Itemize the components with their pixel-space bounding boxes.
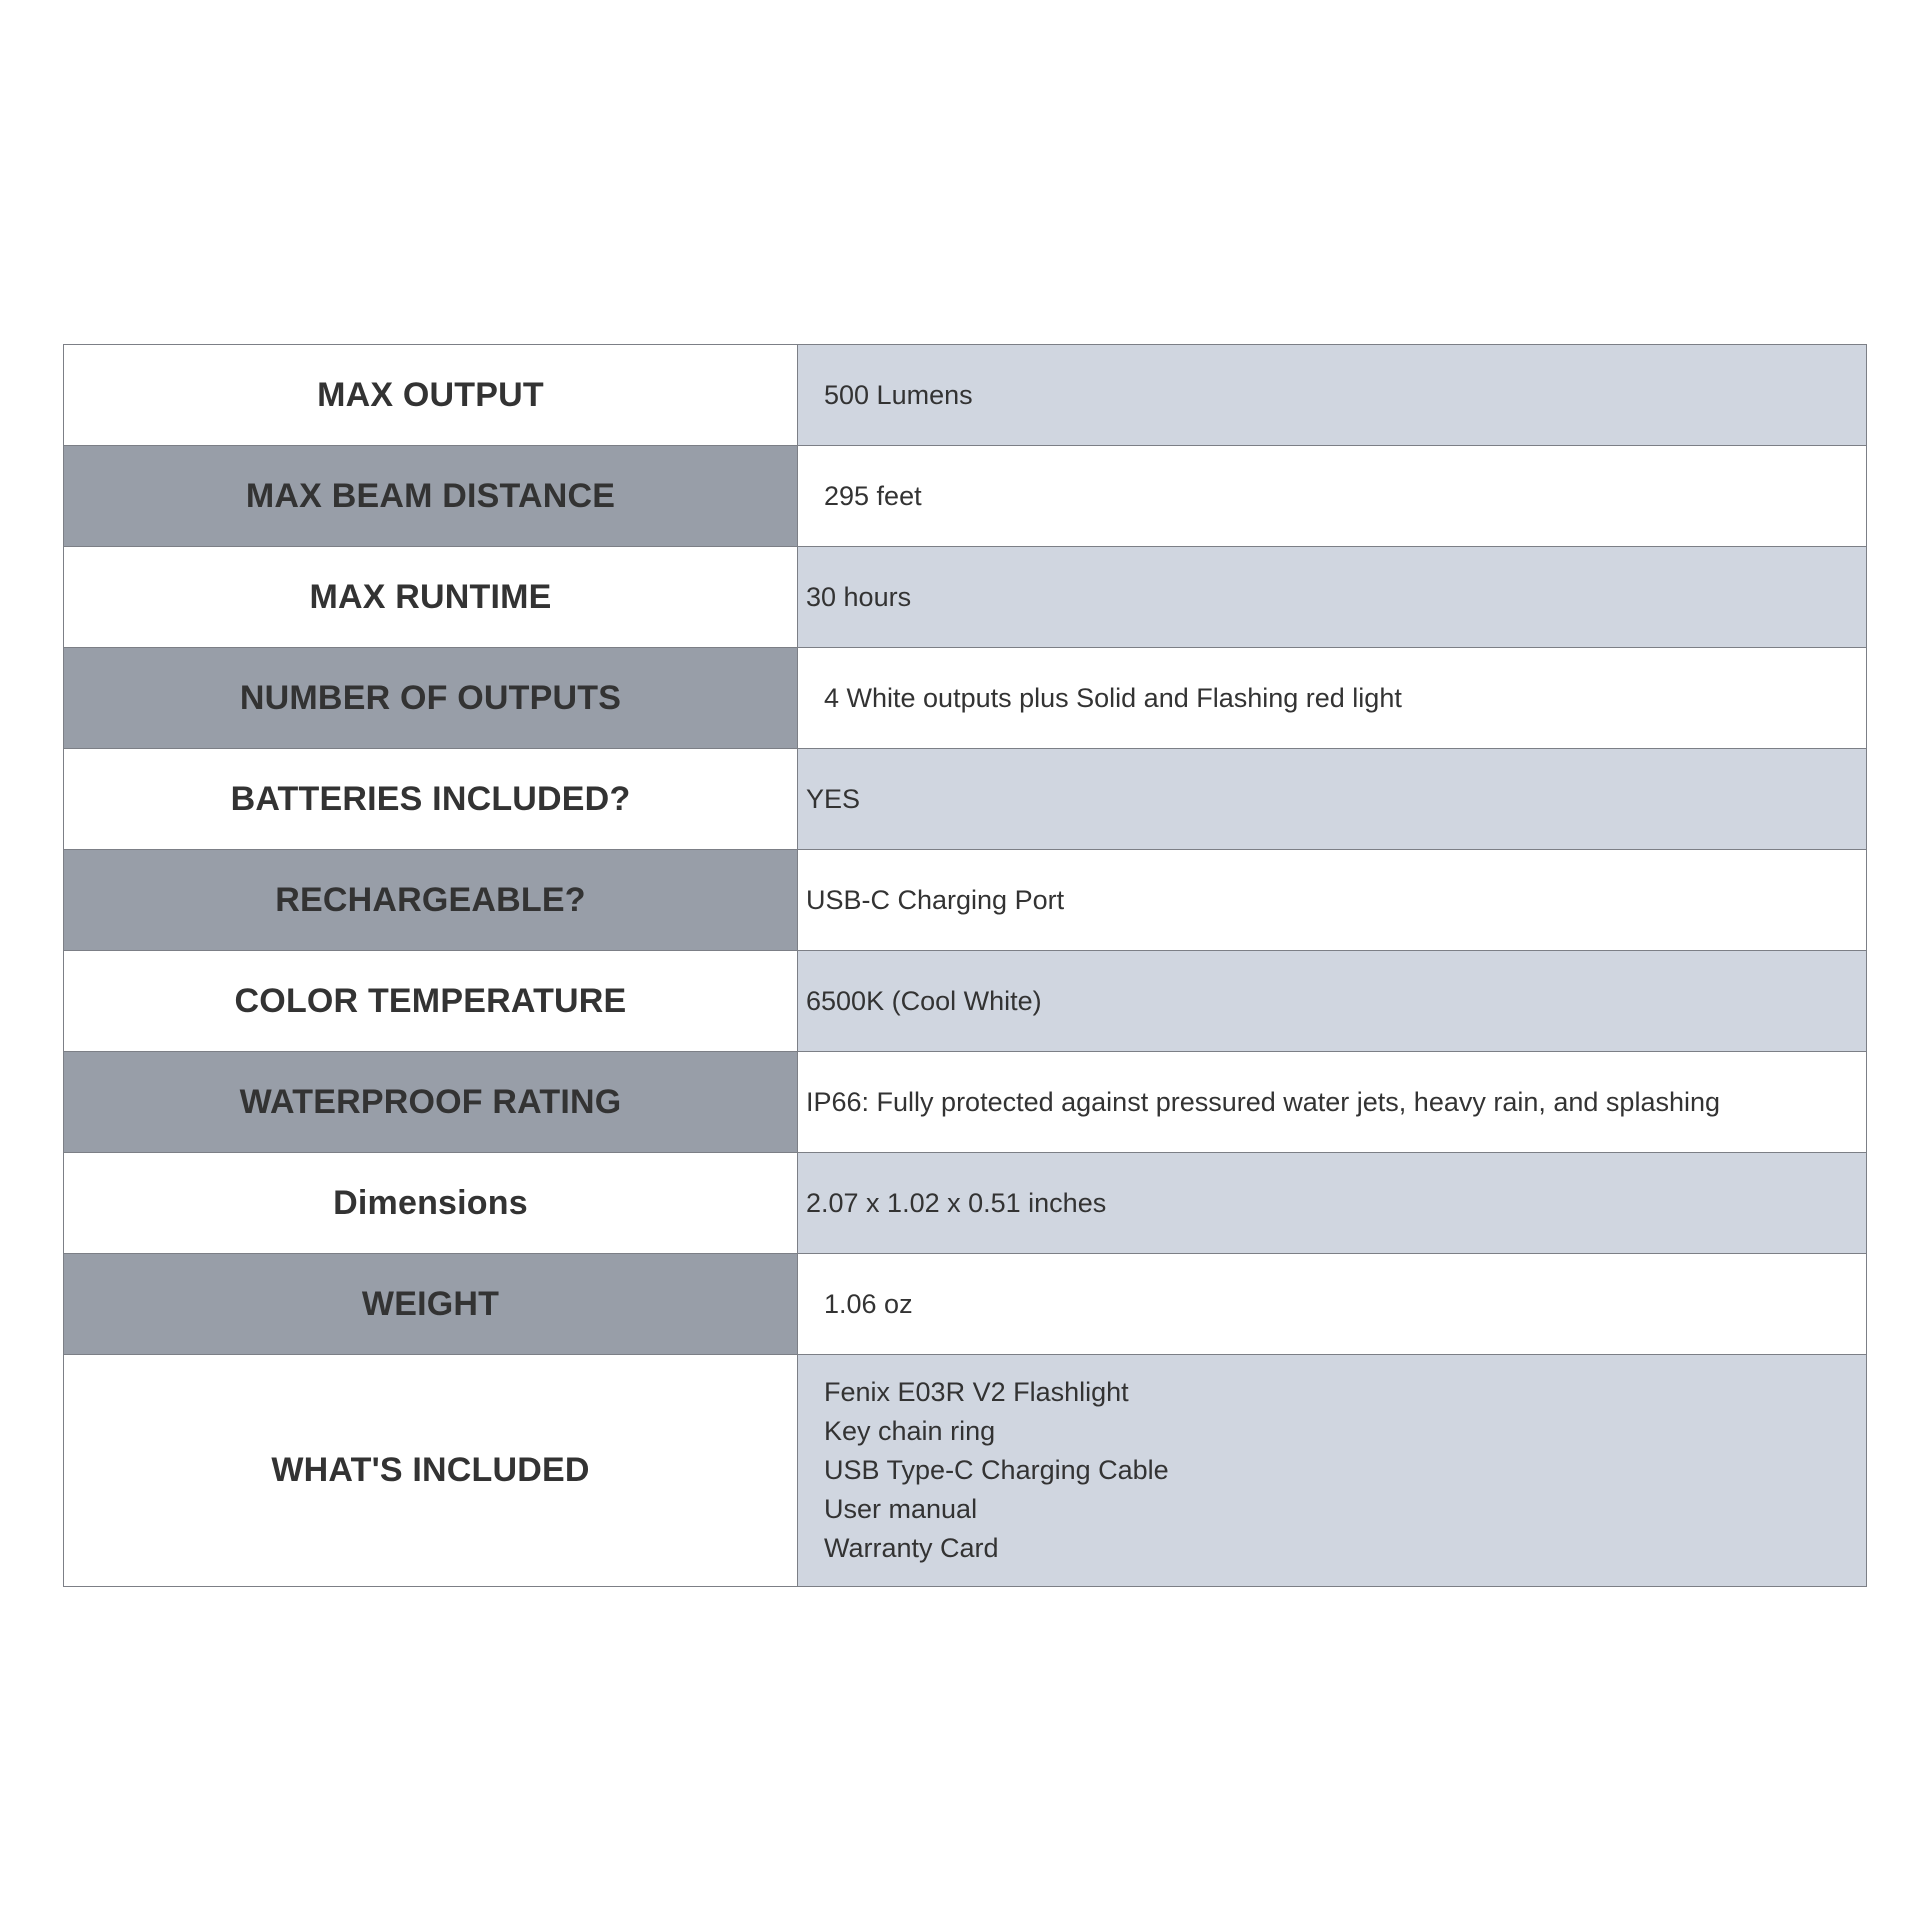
spec-row-color-temperature — [64, 951, 1866, 1052]
list-item: User manual — [824, 1494, 978, 1524]
spec-label: RECHARGEABLE? — [64, 850, 798, 950]
list-item: Warranty Card — [824, 1533, 999, 1563]
included-items — [798, 1355, 1866, 1586]
spec-row-waterproof-rating — [64, 1052, 1866, 1153]
spec-label: MAX RUNTIME — [64, 547, 798, 647]
spec-label: NUMBER OF OUTPUTS — [64, 648, 798, 748]
spec-value: 500 Lumens — [798, 345, 1866, 445]
spec-row-batteries-included — [64, 749, 1866, 850]
spec-row-weight — [64, 1254, 1866, 1355]
spec-row-rechargeable — [64, 850, 1866, 951]
spec-value: 2.07 x 1.02 x 0.51 inches — [798, 1153, 1866, 1253]
spec-label: WEIGHT — [64, 1254, 798, 1354]
spec-table — [63, 344, 1867, 1587]
spec-row-max-output — [64, 345, 1866, 446]
spec-value: IP66: Fully protected against pressured water jets, heavy rain, and splashing — [798, 1052, 1866, 1152]
spec-label: WHAT'S INCLUDED — [64, 1355, 798, 1586]
spec-label: COLOR TEMPERATURE — [64, 951, 798, 1051]
spec-label: Dimensions — [64, 1153, 798, 1253]
spec-value: 4 White outputs plus Solid and Flashing red light — [798, 648, 1866, 748]
spec-label: MAX BEAM DISTANCE — [64, 446, 798, 546]
spec-value: 1.06 oz — [798, 1254, 1866, 1354]
spec-value: 30 hours — [798, 547, 1866, 647]
spec-value: 295 feet — [798, 446, 1866, 546]
spec-label: MAX OUTPUT — [64, 345, 798, 445]
spec-row-dimensions — [64, 1153, 1866, 1254]
spec-label: BATTERIES INCLUDED? — [64, 749, 798, 849]
spec-row-max-runtime — [64, 547, 1866, 648]
spec-row-whats-included — [64, 1355, 1866, 1586]
spec-value: USB-C Charging Port — [798, 850, 1866, 950]
spec-value: YES — [798, 749, 1866, 849]
spec-row-max-beam-distance — [64, 446, 1866, 547]
list-item: Key chain ring — [824, 1416, 996, 1446]
list-item: USB Type-C Charging Cable — [824, 1455, 1169, 1485]
included-list — [824, 1373, 1169, 1568]
spec-value: 6500K (Cool White) — [798, 951, 1866, 1051]
spec-label: WATERPROOF RATING — [64, 1052, 798, 1152]
list-item: Fenix E03R V2 Flashlight — [824, 1377, 1129, 1407]
spec-row-number-of-outputs — [64, 648, 1866, 749]
